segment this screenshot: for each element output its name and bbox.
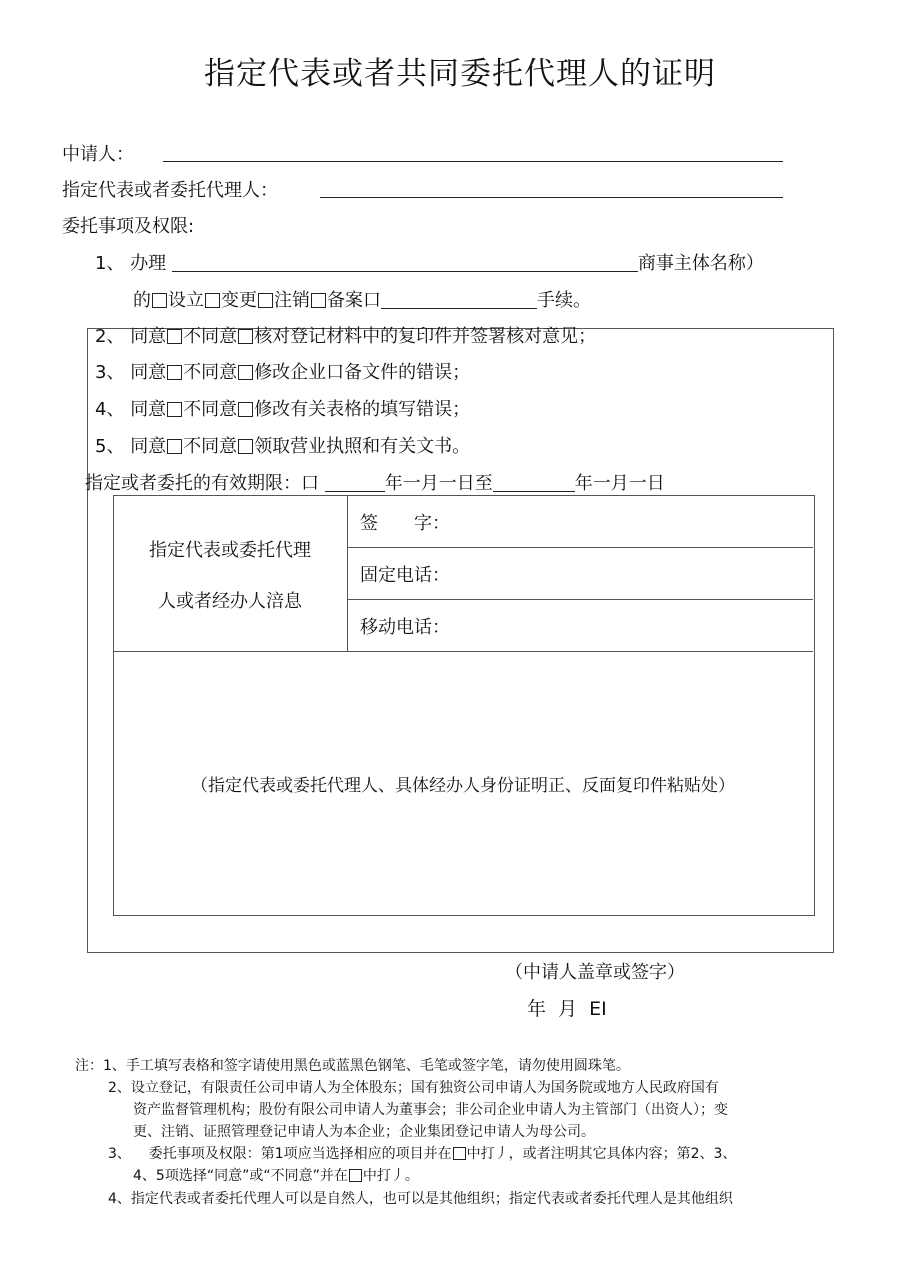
validity-end-year-input[interactable] [493,473,575,492]
scope-label: 委托事项及权限: [62,216,195,237]
filing-checkbox[interactable] [311,293,326,308]
item-1b-prefix: 的 [133,290,151,311]
validity-row [85,469,665,495]
table-divider-1 [347,547,813,548]
change-checkbox[interactable] [205,293,220,308]
item-5-disagree-checkbox[interactable] [238,439,253,454]
note-3b-post: 中打丿。 [362,1168,419,1184]
validity-seg2: 年一月一日 [574,473,665,494]
phone-label: 固定电话： [360,565,450,586]
validity-seg1: 年一月一日至 [384,473,493,494]
item-3-agree-checkbox[interactable] [167,365,182,380]
applicant-input[interactable] [163,143,783,163]
page-title: 指定代表或者共同委托代理人的证明 [204,56,716,92]
item-2-disagree-checkbox[interactable] [238,329,253,344]
item-1 [95,249,764,275]
item-2-agree-checkbox[interactable] [167,329,182,344]
applicant-field-row [62,140,134,166]
item-5 [95,432,470,458]
note-3b-pre: 4、5项选择“同意”或“不同意”并在 [133,1168,348,1184]
note-3a [108,1143,736,1163]
item-4 [95,395,470,421]
phone-input[interactable] [465,552,810,596]
entity-name-input[interactable] [172,253,638,272]
note-checkbox-icon [349,1169,362,1182]
sign-input[interactable] [470,500,810,544]
item-3-disagree-label: 不同意 [183,362,238,383]
note-1: 注：1、手工填写表格和签字请使用黑色或蓝黑色钢笔、毛笔或签字笔，请勿使用圆珠笔。 [75,1058,630,1074]
item-1-prefix: 办理 [130,253,167,274]
cancel-label: 注销 [274,290,310,311]
item-2 [95,322,596,348]
setup-label: 设立 [168,290,204,311]
sign-label: 签 字： [360,513,450,534]
mobile-label: 移动电话： [360,617,450,638]
other-checkbox-glyph[interactable]: 口 [363,290,381,311]
other-procedure-input[interactable] [381,290,537,309]
setup-checkbox[interactable] [152,293,167,308]
applicant-label: 中请人： [62,144,134,165]
agent-label: 指定代表或者委托代理人： [62,180,278,201]
item-4-agree-label: 同意 [130,399,167,420]
note-3-number: 3、 [108,1146,131,1162]
note-2a: 2、设立登记，有限责任公司申请人为全体股东；国有独资公司申请人为国务院或地方人民政府国有 [108,1080,719,1096]
item-3-number: 3、 [95,362,125,383]
item-3 [95,358,470,384]
table-divider-3 [113,651,813,652]
change-label: 变更 [221,290,257,311]
item-5-number: 5、 [95,436,125,457]
agent-input[interactable] [320,179,783,199]
item-3-disagree-checkbox[interactable] [238,365,253,380]
item-5-text: 领取营业执照和有关文书。 [254,436,471,457]
item-2-disagree-label: 不同意 [183,326,238,347]
agent-field-row [62,176,278,202]
item-5-disagree-label: 不同意 [183,436,238,457]
id-paste-area-note: （指定代表或委托代理人、具体经办人身份证明正、反面复印件粘贴处） [191,776,735,796]
item-5-agree-checkbox[interactable] [167,439,182,454]
note-3a-mid: 中打丿，或者注明其它具体内容；第2、3、 [466,1146,737,1162]
item-4-number: 4、 [95,399,125,420]
filing-label: 备案 [327,290,363,311]
note-checkbox-icon [453,1147,466,1160]
item-2-agree-label: 同意 [130,326,167,347]
item-1-number: 1、 [95,253,125,274]
item-1b-suffix: 手续。 [537,290,591,311]
item-4-agree-checkbox[interactable] [167,402,182,417]
item-4-text: 修改有关表格的填写错误； [254,399,471,420]
note-2b: 资产监督管理机构；股份有限公司申请人为董事会；非公司企业申请人为主管部门（出资人）；变 [133,1102,728,1118]
validity-start-year-input[interactable] [325,473,385,492]
table-left-line1: 指定代表或委托代理 [149,540,311,561]
table-divider-vertical [347,495,348,651]
date-line: 年 月 EI [527,998,607,1020]
validity-label: 指定或者委托的有效期限：口 [85,473,319,494]
item-2-number: 2、 [95,326,125,347]
item-4-disagree-label: 不同意 [183,399,238,420]
note-2c: 更、注销、证照管理登记申请人为本企业；企业集团登记申请人为母公司。 [133,1124,595,1140]
note-3a-pre: 委托事项及权限：第1项应当选择相应的项目并在 [148,1146,452,1162]
item-3-agree-label: 同意 [130,362,167,383]
cancel-checkbox[interactable] [258,293,273,308]
table-divider-2 [347,599,813,600]
item-4-disagree-checkbox[interactable] [238,402,253,417]
note-3b [133,1165,419,1185]
table-left-line2: 人或者经办人涪息 [158,591,302,612]
item-1-options [133,286,591,312]
seal-label: （中请人盖章或签字） [505,962,685,983]
note-4: 4、指定代表或者委托代理人可以是自然人，也可以是其他组织；指定代表或者委托代理人是其他组织 [108,1191,733,1207]
item-1-suffix: 商事主体名称） [637,253,764,274]
item-3-text: 修改企业口备文件的错误； [254,362,471,383]
mobile-input[interactable] [465,604,810,648]
item-2-text: 核对登记材料中的复印件并签署核对意见； [254,326,597,347]
item-5-agree-label: 同意 [130,436,167,457]
